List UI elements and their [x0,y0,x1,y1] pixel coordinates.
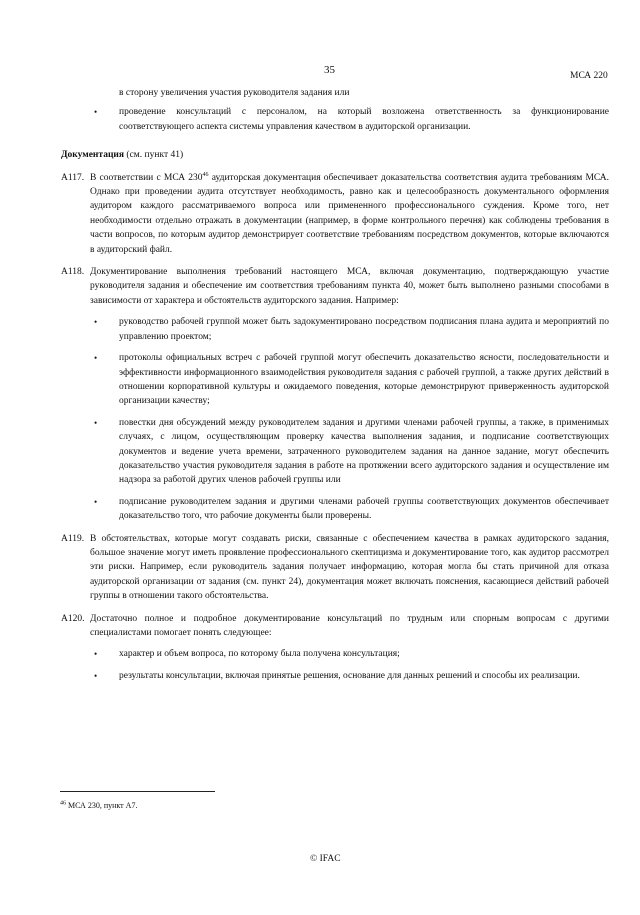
list-item [61,416,609,488]
copyright-notice: © IFAC [310,854,341,864]
paragraph-text: Достаточно полное и подробное документирование консультаций по трудным или спорным вопросам с другими специалистами помогает понять следующее: [90,613,609,638]
footnote-mark: 46 [60,800,66,807]
bullet-icon: • [94,107,98,118]
paragraph-text: В обстоятельствах, которые могут создавать риски, связанные с обеспечением качества в рамках аудиторского задания, большое значение могут иметь проявление профессионального скептицизма и документирование того, как аудитор рассмотрел эти риски. Например, если руководитель задания получает информацию, которая могла бы стать причиной для отказа аудиторской организации от задания (см. пункт 24), документация может включать пояснения, касающиеся действий рабочей группы в отношении такого обстоятельства. [90,533,609,602]
section-title: Документация [61,150,125,161]
bullet-icon: • [94,317,98,328]
list-item-text: результаты консультации, включая принятые решения, основание для данных решений и способы их реализации. [119,670,580,681]
paragraph-number: A119. [61,533,85,544]
intro-line-item [61,86,609,100]
bullet-icon: • [94,649,98,660]
list-item [61,647,609,661]
list-item-text: руководство рабочей группой может быть задокументировано посредством подписания плана аудита и мероприятий по управлению проектом; [119,317,609,342]
bullet-icon: • [94,670,98,681]
paragraph-text-rest: аудиторская документация обеспечивает доказательства соответствия аудита требованиям МСА. Однако при проведении аудита отсутствует необходимость, равно как и целесообразность документального оформления аудитором каждого рассматриваемого вопроса или примененного профессионального суждения. Кроме того, нет необходимости отдельно отражать в документации (например, в форме контрольного перечня) как соблюдены требования в части вопросов, по которым аудитор демонстрирует соответствие требованиям посредством документов, которые включаются в аудиторский файл. [90,172,610,255]
list-item [61,105,609,134]
section-heading [61,148,609,162]
bullet-icon: • [94,496,98,507]
paragraph-a117 [61,171,609,257]
footnote-text: МСА 230, пункт А7. [66,801,138,810]
intro-line: в сторону увеличения участия руководителя задания или [119,88,350,98]
paragraph-a120 [61,612,609,641]
list-item [61,495,609,524]
list-item [61,315,609,344]
paragraph-number: A117. [61,172,85,183]
list-item [61,351,609,409]
page-body [61,86,609,683]
footnote [60,801,137,810]
list-item-text: проведение консультаций с персоналом, на который возложена ответственность за функционирование соответствующего аспекта системы управления качеством в аудиторской организации. [119,107,609,132]
paragraph-a118 [61,265,609,308]
paragraph-a119 [61,532,609,604]
list-item-text: протоколы официальных встреч с рабочей группой могут обеспечить доказательство ясности, последовательности и эффективности информационного взаимодействия руководителя задания с рабочей группой, а также других действий в отношении корпоративной культуры и ожидаемого поведения, которые демонстрируют приверженность аудиторской организации качеству; [119,353,609,407]
paragraph-text: Документирование выполнения требований настоящего МСА, включая документацию, подтверждающую участие руководителя задания и обеспечение им соответствия требованиям пункта 40, может быть выполнено разными способами в зависимости от характера и обстоятельств аудиторского задания. Например: [90,267,609,306]
standard-code: МСА 220 [570,71,608,81]
section-reference: (см. пункт 41) [124,150,184,161]
paragraph-text-start: В соответствии с МСА 230 [90,172,203,183]
footnote-reference: 46 [202,171,209,178]
paragraph-number: A118. [61,267,85,278]
list-item-text: характер и объем вопроса, по которому была получена консультация; [119,649,400,660]
list-item-text: повестки дня обсуждений между руководителем задания и другими членами рабочей группы, а также, в применимых случаях, с лицом, осуществляющим проверку качества выполнения задания, и подписание соответствующих документов и ведение учета времени, затраченного руководителем задания на данное задание, могут обеспечить доказательство участия руководителя задания в работе на протяжении всего аудиторского задания и осуществление им надзора за работой других членов рабочей группы или [119,417,609,486]
page-number: 35 [324,64,335,76]
list-item-text: подписание руководителем задания и другими членами рабочей группы соответствующих документов обеспечивает доказательство того, что рабочие документы были проверены. [119,496,609,522]
footnote-divider [60,791,215,792]
list-item [61,669,609,683]
paragraph-number: A120. [61,613,85,624]
paragraph-text [90,171,609,257]
bullet-icon: • [94,353,98,364]
bullet-icon: • [94,417,98,428]
